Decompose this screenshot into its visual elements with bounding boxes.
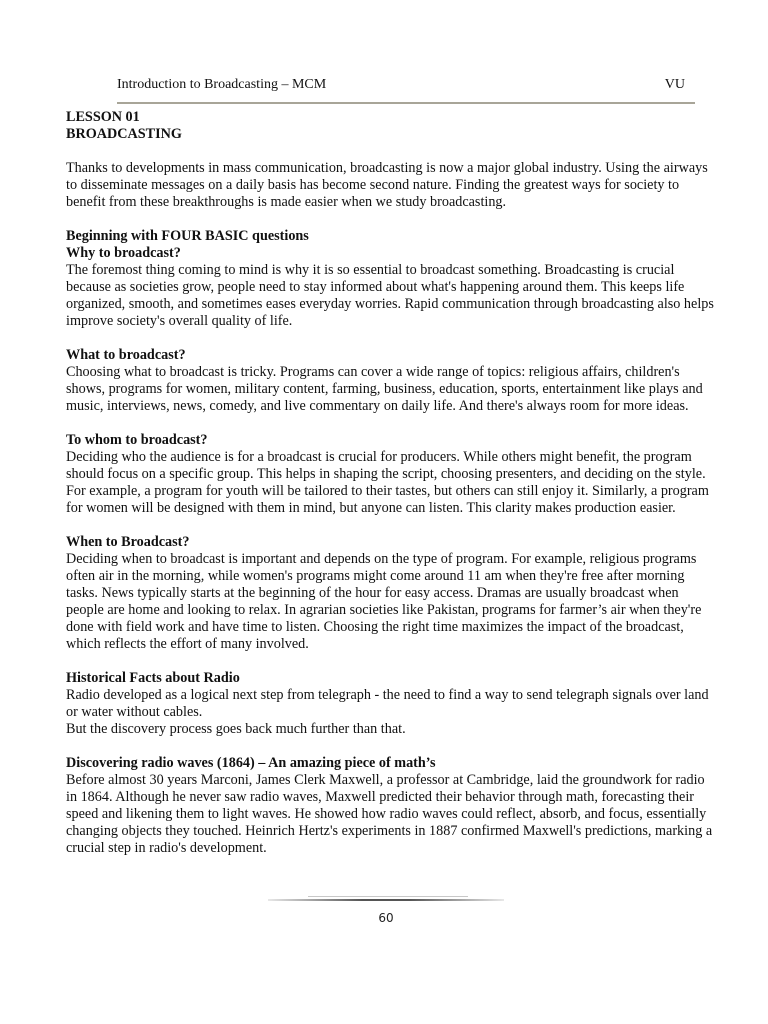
section-heading-why: Why to broadcast? — [66, 245, 181, 261]
section-heading-whom: To whom to broadcast? — [66, 432, 208, 448]
lesson-title: BROADCASTING — [66, 126, 182, 142]
section-body-history: Radio developed as a logical next step from telegraph - the need to find a way to send telegraph signals over land or water without cables. — [66, 687, 709, 720]
section-body-radio-waves: Before almost 30 years Marconi, James Clerk Maxwell, a professor at Cambridge, laid the groundwork for radio in 1864. Although he never saw radio waves, Maxwell predicted their behavior through math, forecasting their speed and likening them to light waves. He showed how radio waves could reflect, absorb, and focus, essentially changing objects they touched. Heinrich Hertz's experiments in 1887 confirmed Maxwell's predictions, marking a crucial step in radio's development. — [66, 772, 713, 856]
section-body-why: The foremost thing coming to mind is why it is so essential to broadcast something. Broadcasting is crucial because as societies grow, people need to stay informed about what's happening around them. This keeps life organized, smooth, and sometimes eases everyday worries. Rapid communication through broadcasting also helps improve society's overall quality of life. — [66, 262, 714, 329]
lesson-number: LESSON 01 — [66, 109, 140, 125]
section-body-whom: Deciding who the audience is for a broadcast is crucial for producers. While others might benefit, the program should focus on a specific group. This helps in shaping the script, choosing presenters, and deciding on the style. For example, a program for youth will be tailored to their tastes, but others can still enjoy it. Similarly, a program for women will be designed with them in mind, but anyone can listen. This clarity makes production easier. — [66, 449, 709, 516]
header-institution: VU — [664, 77, 685, 92]
section-heading-radio-waves: Discovering radio waves (1864) – An amazing piece of math’s — [66, 755, 436, 771]
header-title: Introduction to Broadcasting – MCM — [117, 77, 327, 92]
section-body-history-continued: But the discovery process goes back much further than that. — [66, 721, 406, 737]
page-number: 60 — [378, 911, 394, 925]
page-header — [117, 76, 685, 94]
section-pre-heading: Beginning with FOUR BASIC questions — [66, 228, 309, 244]
section-heading-history: Historical Facts about Radio — [66, 670, 240, 686]
section-body-what: Choosing what to broadcast is tricky. Programs can cover a wide range of topics: religious affairs, children's shows, programs for women, military content, farming, business, education, sports, entertainment like plays and music, interviews, news, comedy, and live commentary on daily life. And there's always room for more ideas. — [66, 364, 703, 414]
section-body-when: Deciding when to broadcast is important and depends on the type of program. For example, religious programs often air in the morning, while women's programs might come around 11 am when they're free after morning tasks. News typically starts at the beginning of the hour for easy access. Dramas are usually broadcast when people are home and looking to relax. In agrarian societies like Pakistan, programs for farmer’s air when they're done with field work and have time to listen. Choosing the right time maximizes the impact of the broadcast, which reflects the effort of many involved. — [66, 551, 702, 652]
section-heading-when: When to Broadcast? — [66, 534, 190, 550]
intro-paragraph: Thanks to developments in mass communication, broadcasting is now a major global industry. Using the airways to disseminate messages on a daily basis has become second nature. Finding the greatest ways for society to benefit from these breakthroughs is made easier when we study broadcasting. — [66, 160, 708, 210]
document-body — [66, 109, 716, 857]
header-divider — [117, 102, 695, 104]
footer-divider — [268, 896, 504, 902]
section-heading-what: What to broadcast? — [66, 347, 186, 363]
